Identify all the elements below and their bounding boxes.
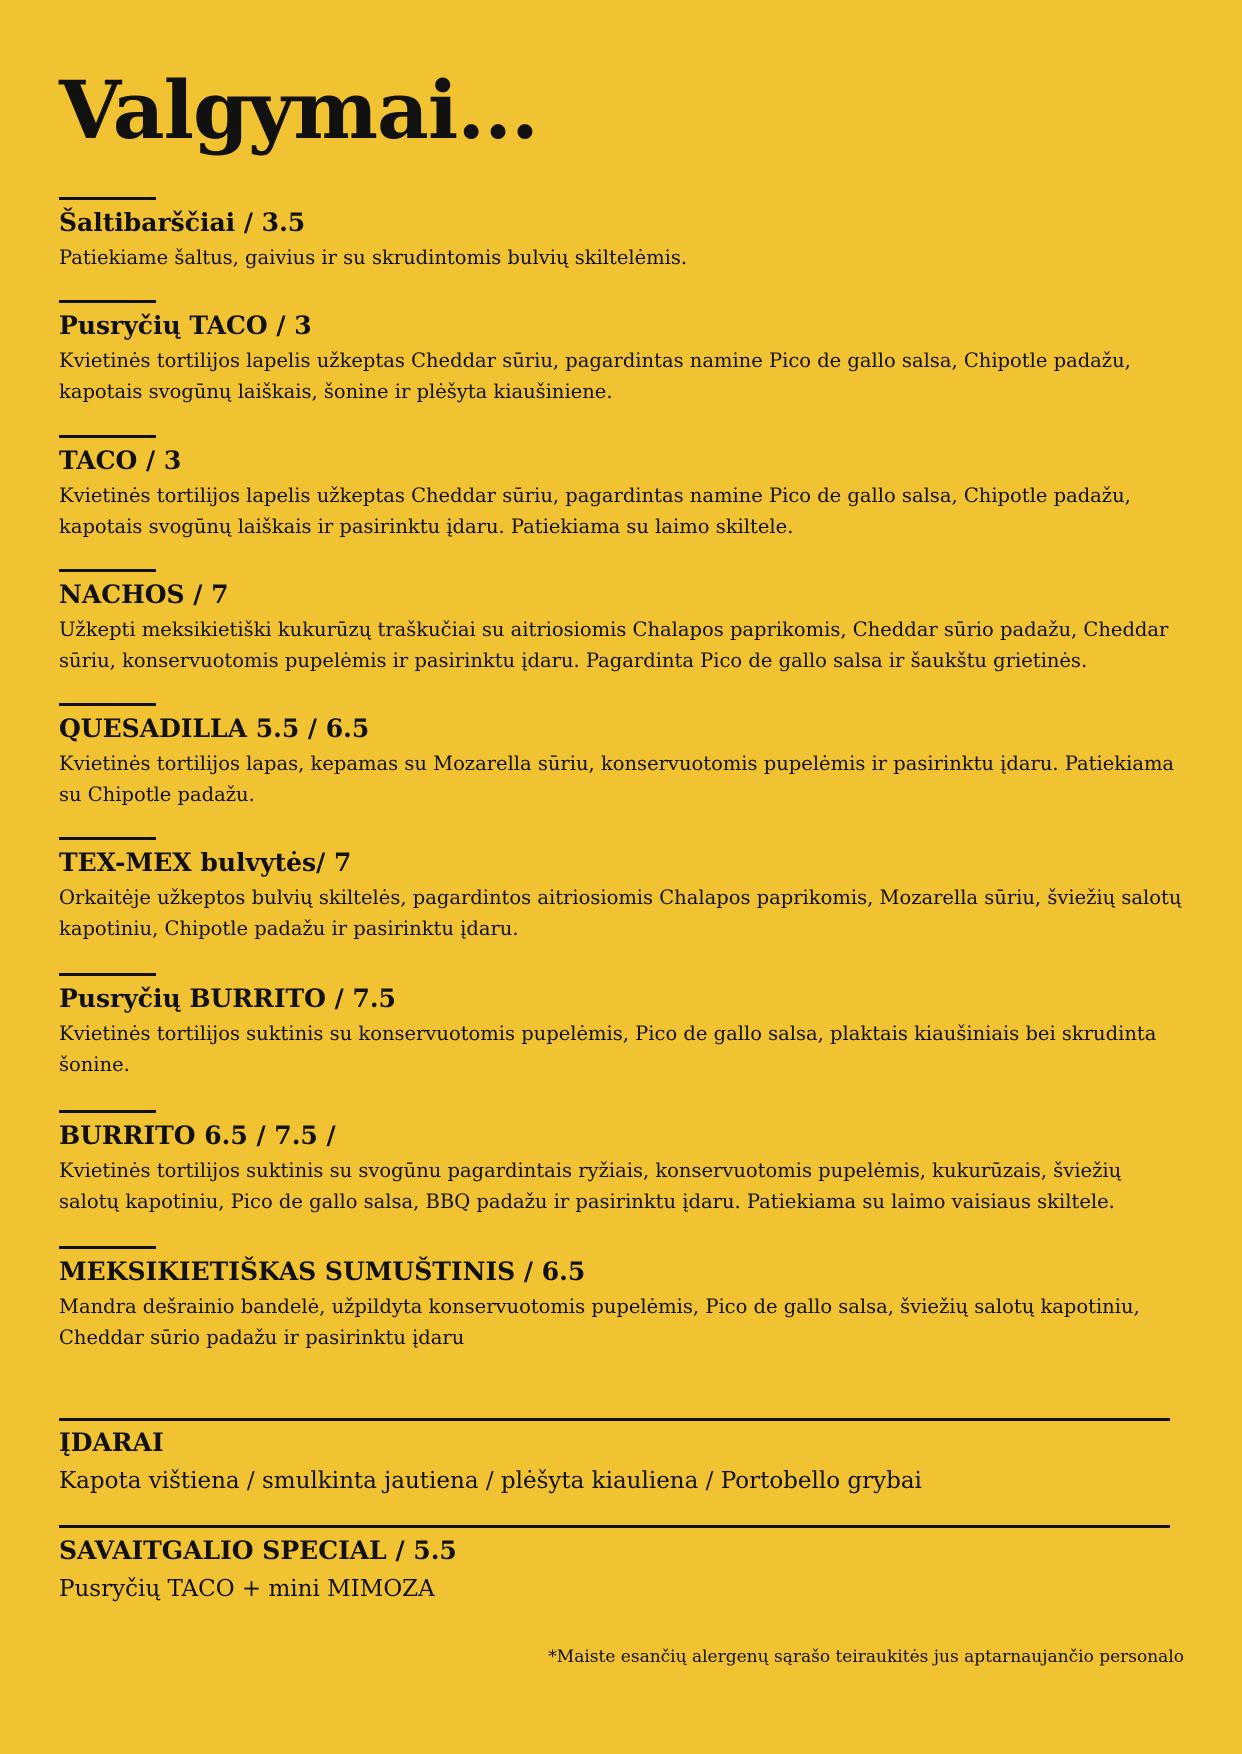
divider <box>59 300 156 303</box>
item-title: Šaltibarščiai / 3.5 <box>59 208 306 237</box>
menu-item <box>59 703 1184 810</box>
weekend-special-text: Pusryčių TACO + mini MIMOZA <box>59 1576 435 1602</box>
menu-item <box>59 1246 1184 1353</box>
item-description: Kvietinės tortilijos suktinis su konservuotomis pupelėmis, Pico de gallo salsa, plaktais kiaušiniais bei skrudinta šonine. <box>59 1022 1157 1076</box>
section-divider <box>59 1525 1170 1528</box>
menu-item <box>59 435 1184 542</box>
menu-item <box>59 569 1184 676</box>
item-title: TEX-MEX bulvytės/ 7 <box>59 848 352 877</box>
menu-item <box>59 300 1184 407</box>
item-description: Orkaitėje užkeptos bulvių skiltelės, pagardintos aitriosiomis Chalapos paprikomis, Mozarella sūriu, šviežių salotų kapotiniu, Chipotle padažu ir pasirinktu įdaru. <box>59 886 1182 940</box>
menu-item <box>59 973 1184 1080</box>
menu-item <box>59 837 1184 944</box>
divider <box>59 973 156 976</box>
divider <box>59 703 156 706</box>
fillings-title: ĮDARAI <box>59 1428 164 1457</box>
item-description: Kvietinės tortilijos lapas, kepamas su Mozarella sūriu, konservuotomis pupelėmis ir pasirinktu įdaru. Patiekiama su Chipotle padažu. <box>59 752 1175 806</box>
divider <box>59 1110 156 1113</box>
page-title: Valgymai... <box>59 63 538 157</box>
divider <box>59 1246 156 1249</box>
section-divider <box>59 1418 1170 1421</box>
menu-item <box>59 197 1184 273</box>
item-title: BURRITO 6.5 / 7.5 / <box>59 1121 336 1150</box>
item-description: Kvietinės tortilijos suktinis su svogūnu pagardintais ryžiais, konservuotomis pupelėmis, kukurūzais, šviežių salotų kapotiniu, Pico de gallo salsa, BBQ padažu ir pasirinktu įdaru. Patiekiama su laimo vaisiaus skiltele. <box>59 1159 1122 1213</box>
allergen-footnote: *Maiste esančių alergenų sąrašo teiraukitės jus aptarnaujančio personalo <box>548 1647 1184 1667</box>
weekend-special-title: SAVAITGALIO SPECIAL / 5.5 <box>59 1536 457 1565</box>
divider <box>59 837 156 840</box>
divider <box>59 197 156 200</box>
item-description: Kvietinės tortilijos lapelis užkeptas Cheddar sūriu, pagardintas namine Pico de gallo salsa, Chipotle padažu, kapotais svogūnų laiškais ir pasirinktu įdaru. Patiekiama su laimo skiltele. <box>59 484 1131 538</box>
item-title: MEKSIKIETIŠKAS SUMUŠTINIS / 6.5 <box>59 1257 586 1286</box>
item-title: TACO / 3 <box>59 446 182 475</box>
menu-item <box>59 1110 1184 1217</box>
item-description: Užkepti meksikietiški kukurūzų traškučiai su aitriosiomis Chalapos paprikomis, Cheddar sūrio padažu, Cheddar sūriu, konservuotomis pupelėmis ir pasirinktu įdaru. Pagardinta Pico de gallo salsa ir šaukštu grietinės. <box>59 618 1169 672</box>
fillings-text: Kapota vištiena / smulkinta jautiena / plėšyta kiauliena / Portobello grybai <box>59 1468 922 1494</box>
divider <box>59 569 156 572</box>
item-description: Patiekiame šaltus, gaivius ir su skrudintomis bulvių skiltelėmis. <box>59 246 688 269</box>
divider <box>59 435 156 438</box>
item-title: Pusryčių TACO / 3 <box>59 311 312 340</box>
item-title: NACHOS / 7 <box>59 580 229 609</box>
item-description: Kvietinės tortilijos lapelis užkeptas Cheddar sūriu, pagardintas namine Pico de gallo salsa, Chipotle padažu, kapotais svogūnų laiškais, šonine ir plėšyta kiaušiniene. <box>59 349 1131 403</box>
item-title: Pusryčių BURRITO / 7.5 <box>59 984 396 1013</box>
item-description: Mandra dešrainio bandelė, užpildyta konservuotomis pupelėmis, Pico de gallo salsa, šviežių salotų kapotiniu, Cheddar sūrio padažu ir pasirinktu įdaru <box>59 1295 1140 1349</box>
item-title: QUESADILLA 5.5 / 6.5 <box>59 714 370 743</box>
